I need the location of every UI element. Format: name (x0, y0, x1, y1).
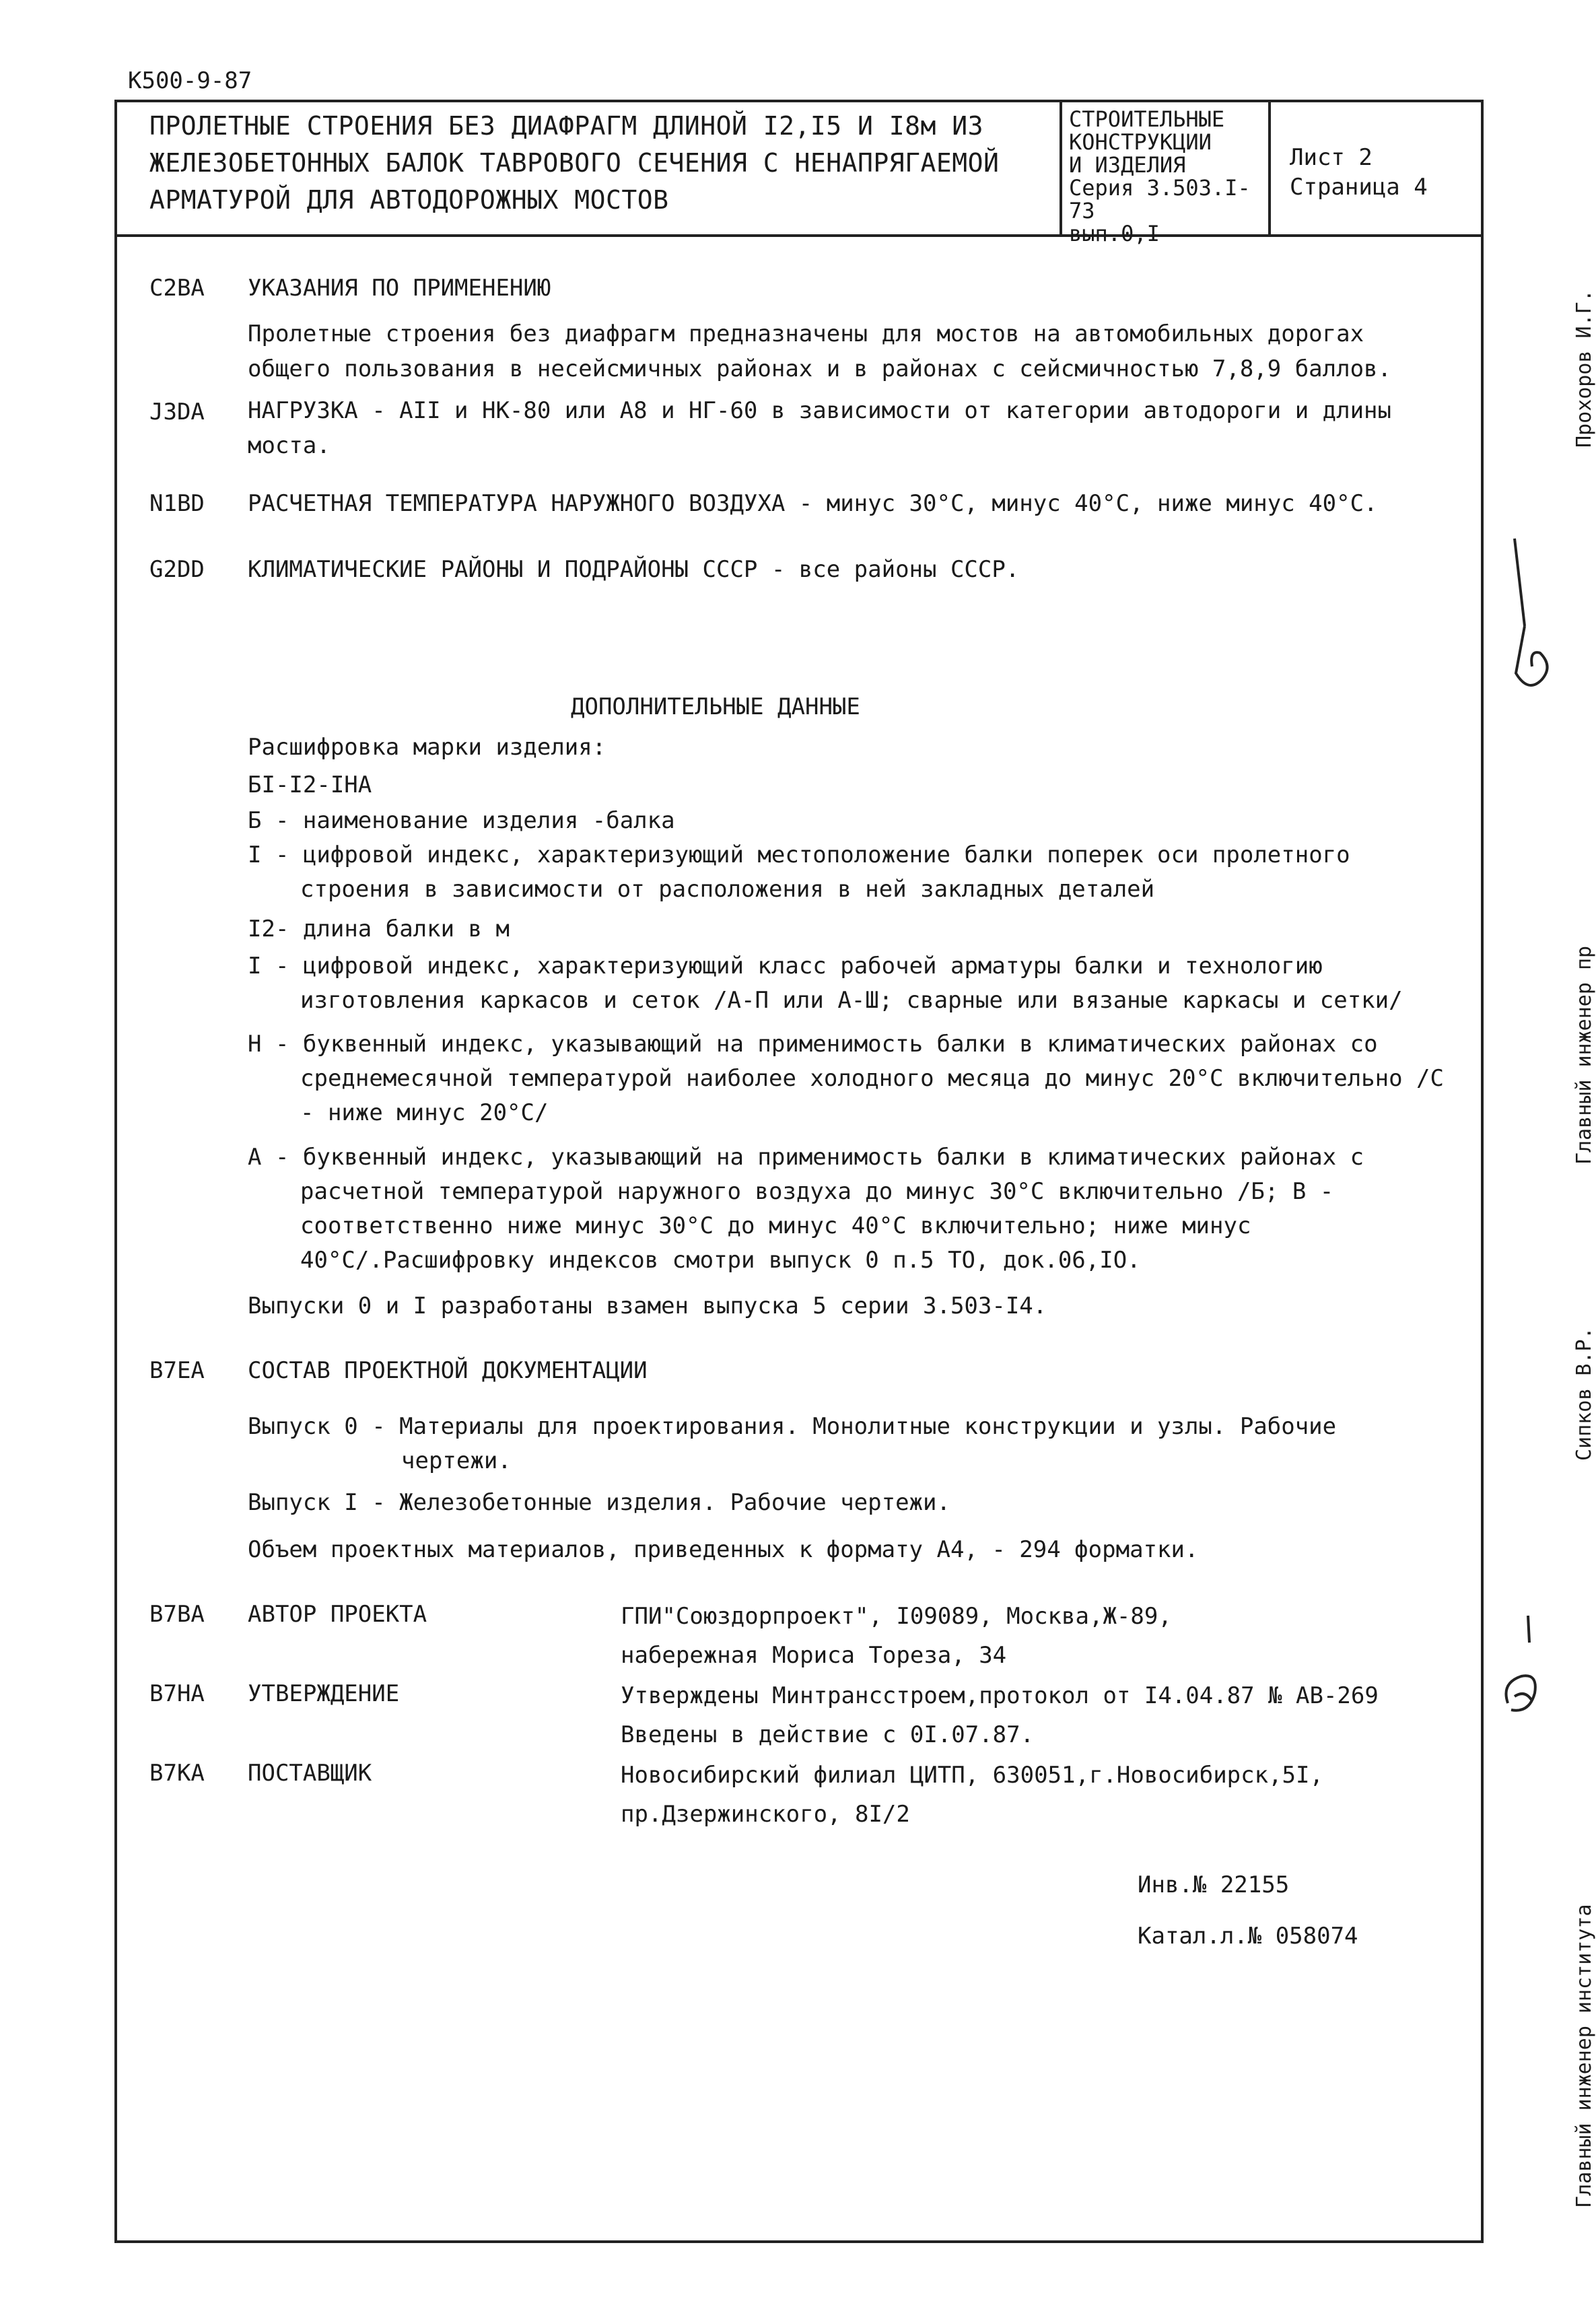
title-line: ПРОЛЕТНЫЕ СТРОЕНИЯ БЕЗ ДИАФРАГМ ДЛИНОЙ I2,I5 И I8м ИЗ (149, 111, 984, 141)
title-line: ЖЕЛЕЗОБЕТОННЫХ БАЛОК ТАВРОВОГО СЕЧЕНИЯ С НЕНАПРЯГАЕМОЙ (149, 148, 1000, 178)
text-line: моста. (248, 432, 331, 459)
section-heading: СОСТАВ ПРОЕКТНОЙ ДОКУМЕНТАЦИИ (248, 1357, 648, 1384)
text-line: Пролетные строения без диафрагм предназначены для мостов на автомобильных дорогах (248, 320, 1364, 347)
section-code: B7HA (149, 1680, 205, 1707)
supplier-value: Новосибирский филиал ЦИТП, 630051,г.Новосибирск,5I, пр.Дзержинского, 8I/2 (621, 1762, 1323, 1828)
category-line: СТРОИТЕЛЬНЫЕ (1069, 106, 1225, 132)
usage-text (248, 316, 1432, 386)
catalog-number: Катал.л.№ 058074 (1138, 1923, 1358, 1950)
section-code: B7KA (149, 1760, 205, 1787)
document-code: K500-9-87 (128, 67, 252, 94)
issue-1: Выпуск I - Железобетонные изделия. Рабочие чертежи. (248, 1489, 950, 1516)
text-line: общего пользования в несейсмичных районах и в районах с сейсмичностью 7,8,9 баллов. (248, 355, 1391, 382)
mark-item: Н - буквенный индекс, указывающий на применимость балки в климатических районах со среднемесячной температурой наиболее холодного месяца до минус 20°С включительно /С - ниже минус 20°С/ (248, 1031, 1444, 1126)
extra-heading: ДОПОЛНИТЕЛЬНЫЕ ДАННЫЕ (571, 693, 860, 720)
section-code: C2BA (149, 275, 205, 302)
issues-note: Выпуски 0 и I разработаны взамен выпуска 5 серии 3.503-I4. (248, 1293, 1047, 1319)
supplier-label: ПОСТАВЩИК (248, 1760, 372, 1787)
temperature-text: РАСЧЕТНАЯ ТЕМПЕРАТУРА НАРУЖНОГО ВОЗДУХА - минус 30°С, минус 40°С, ниже минус 40°С. (248, 490, 1378, 517)
mark-item: А - буквенный индекс, указывающий на применимость балки в климатических районах с расчетной температурой наружного воздуха до минус 30°С включительно /Б; В - соответственно ниже минус 30°С до минус 40°С включительно; ниже минус 40°С/.Расшифровку индексов смотри выпуск 0 п.5 ТО, док.06,IO. (248, 1144, 1364, 1274)
category-line: И ИЗДЕЛИЯ (1069, 152, 1186, 178)
issue-0: Выпуск 0 - Материалы для проектирования. Монолитные конструкции и узлы. Рабочие чертежи. (248, 1413, 1337, 1474)
mark-item: I2- длина балки в м (248, 916, 510, 942)
issue-number: вып.0,I (1069, 221, 1160, 246)
section-code: N1BD (149, 490, 205, 517)
category-line: КОНСТРУКЦИИ (1069, 129, 1212, 155)
author-value: ГПИ"Союздорпроект", I09089, Москва,Ж-89, набережная Мориса Тореза, 34 (621, 1603, 1172, 1669)
category-cell (1060, 102, 1268, 246)
signer-role-1: Главный инженер пр (1572, 945, 1596, 1165)
climate-text: КЛИМАТИЧЕСКИЕ РАЙОНЫ И ПОДРАЙОНЫ СССР - все районы СССР. (248, 556, 1020, 583)
page-number: Страница 4 (1290, 174, 1428, 201)
series-number: Серия 3.503.I-73 (1069, 175, 1251, 223)
section-code: G2DD (149, 556, 205, 583)
load-text (248, 393, 1432, 463)
section-heading: УКАЗАНИЯ ПО ПРИМЕНЕНИЮ (248, 275, 551, 302)
approval-label: УТВЕРЖДЕНИЕ (248, 1680, 400, 1707)
section-code: B7EA (149, 1357, 205, 1384)
section-code: J3DA (149, 399, 205, 425)
mark-intro: Расшифровка марки изделия: (248, 734, 606, 761)
signature-2 (1488, 1602, 1555, 1740)
signature-1 (1501, 532, 1562, 736)
mark-item: I - цифровой индекс, характеризующий класс рабочей арматуры балки и технологию изготовления каркасов и сеток /А-П или А-Ш; сварные или вязаные каркасы и сетки/ (248, 953, 1403, 1014)
section-code: B7BA (149, 1601, 205, 1628)
text-line: НАГРУЗКА - АII и НК-80 или А8 и НГ-60 в зависимости от категории автодороги и длины (248, 397, 1391, 424)
signer-name-1: Прохоров И.Г. (1572, 289, 1596, 448)
inventory-number: Инв.№ 22155 (1138, 1871, 1290, 1898)
mark-item: I - цифровой индекс, характеризующий местоположение балки поперек оси пролетного строения в зависимости от расположения в ней закладных деталей (248, 841, 1350, 903)
mark-example: БI-I2-IНА (248, 771, 372, 798)
signer-role-2: Главный инженер института (1572, 1904, 1596, 2208)
signer-name-2: Сипков В.Р. (1572, 1327, 1596, 1461)
author-label: АВТОР ПРОЕКТА (248, 1601, 427, 1628)
sheet-number: Лист 2 (1290, 144, 1373, 171)
document-title (149, 108, 1139, 219)
mark-item: Б - наименование изделия -балка (248, 807, 675, 834)
documentation-volume: Объем проектных материалов, приведенных к формату А4, - 294 форматки. (248, 1536, 1199, 1563)
title-line: АРМАТУРОЙ ДЛЯ АВТОДОРОЖНЫХ МОСТОВ (149, 185, 669, 215)
approval-value: Утверждены Минтрансстроем,протокол от I4.04.87 № АВ-269 Введены в действие с 0I.07.87. (621, 1682, 1379, 1748)
sheet-cell (1268, 102, 1481, 234)
title-block (117, 102, 1481, 246)
